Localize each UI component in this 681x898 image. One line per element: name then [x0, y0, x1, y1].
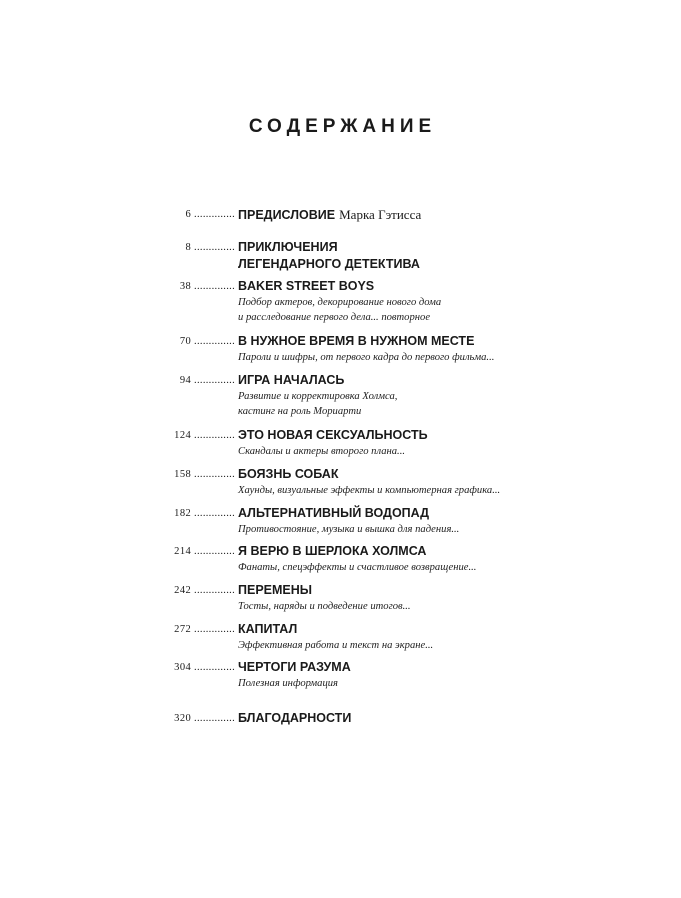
page-number-value: 158 [174, 469, 192, 480]
page-number [174, 713, 235, 724]
chapter-title-line: ИГРА НАЧАЛАСЬ [238, 373, 345, 387]
chapter-title-line: Я ВЕРЮ В ШЕРЛОКА ХОЛМСА [238, 544, 427, 558]
dot-leader: .............. [191, 242, 235, 253]
chapter-title-line: BAKER STREET BOYS [238, 279, 375, 293]
chapter-title [238, 582, 312, 599]
page-number-value: 6 [185, 209, 192, 220]
chapter-title-line: АЛЬТЕРНАТИВНЫЙ ВОДОПАД [238, 506, 430, 520]
dot-leader: .............. [191, 713, 235, 724]
dot-leader: .............. [191, 281, 235, 292]
chapter-description [238, 676, 338, 691]
chapter-title-line: ПРИКЛЮЧЕНИЯ [238, 240, 338, 254]
page-number [180, 281, 235, 292]
page-title: СОДЕРЖАНИЕ [248, 115, 437, 137]
chapter-description [238, 444, 405, 459]
page-number-value: 272 [174, 624, 192, 635]
page-number-value: 242 [174, 585, 192, 596]
dot-leader: .............. [191, 662, 235, 673]
chapter-description [238, 389, 397, 419]
chapter-description [238, 560, 476, 575]
chapter-title-line: КАПИТАЛ [238, 622, 298, 636]
chapter-description-line: и расследование первого дела... повторное [238, 312, 431, 323]
page-number [174, 430, 235, 441]
dot-leader: .............. [191, 430, 235, 441]
chapter-title [238, 206, 421, 224]
chapter-title-line: ЧЕРТОГИ РАЗУМА [238, 660, 351, 674]
page-number-value: 320 [174, 713, 192, 724]
chapter-title [238, 466, 338, 483]
chapter-title [238, 659, 351, 676]
chapter-title-line: ПРЕДИСЛОВИЕ [238, 208, 336, 222]
page-number [174, 508, 235, 519]
page-number [180, 375, 235, 386]
chapter-title [238, 710, 351, 727]
page-number [174, 585, 235, 596]
chapter-title [238, 621, 297, 638]
chapter-title [238, 239, 420, 273]
chapter-description-line: Эффективная работа и текст на экране... [238, 640, 434, 651]
chapter-description-line: Хаунды, визуальные эффекты и компьютерная графика... [238, 485, 501, 496]
chapter-description [238, 350, 494, 365]
page-number [174, 546, 235, 557]
chapter-title-line: ЭТО НОВАЯ СЕКСУАЛЬНОСТЬ [238, 428, 428, 442]
dot-leader: .............. [191, 585, 235, 596]
dot-leader: .............. [191, 375, 235, 386]
page-number-value: 8 [185, 242, 192, 253]
chapter-title [238, 427, 428, 444]
chapter-title-line: ПЕРЕМЕНЫ [238, 583, 313, 597]
chapter-description-line: Скандалы и актеры второго плана... [238, 446, 405, 457]
chapter-description-line: Подбор актеров, декорирование нового дома [238, 297, 442, 308]
page-number [185, 242, 235, 253]
chapter-description [238, 638, 433, 653]
page-number-value: 38 [179, 281, 192, 292]
chapter-title [238, 505, 429, 522]
chapter-description-line: Тосты, наряды и подведение итогов... [238, 601, 411, 612]
chapter-description-line: Противостояние, музыка и вышка для падения... [238, 524, 460, 535]
chapter-title-line: БОЯЗНЬ СОБАК [238, 467, 339, 481]
chapter-title [238, 333, 474, 350]
dot-leader: .............. [191, 209, 235, 220]
page-number [174, 662, 235, 673]
chapter-title [238, 543, 426, 560]
chapter-description-line: Пароли и шифры, от первого кадра до первого фильма... [238, 352, 495, 363]
page-number [174, 624, 235, 635]
chapter-title-line: БЛАГОДАРНОСТИ [238, 711, 352, 725]
dot-leader: .............. [191, 624, 235, 635]
chapter-description-line: Полезная информация [238, 678, 338, 689]
chapter-description-line: кастинг на роль Мориарти [238, 406, 362, 417]
chapter-title-line: В НУЖНОЕ ВРЕМЯ В НУЖНОМ МЕСТЕ [238, 334, 475, 348]
page-number-value: 94 [179, 375, 192, 386]
chapter-description [238, 295, 441, 325]
chapter-description [238, 599, 411, 614]
dot-leader: .............. [191, 546, 235, 557]
dot-leader: .............. [191, 508, 235, 519]
dot-leader: .............. [191, 336, 235, 347]
chapter-description-line: Фанаты, спецэффекты и счастливое возвращение... [238, 562, 477, 573]
page-number-value: 70 [179, 336, 192, 347]
dot-leader: .............. [191, 469, 235, 480]
chapter-title-line: ЛЕГЕНДАРНОГО ДЕТЕКТИВА [238, 257, 420, 271]
chapter-title [238, 278, 374, 295]
page-number [180, 336, 235, 347]
chapter-author: Марка Гэтисса [339, 207, 422, 222]
chapter-description [238, 483, 500, 498]
chapter-description-line: Развитие и корректировка Холмса, [238, 391, 398, 402]
page-number-value: 124 [174, 430, 192, 441]
page-number [174, 469, 235, 480]
page-number-value: 214 [174, 546, 192, 557]
page-number [185, 209, 235, 220]
page-number-value: 182 [174, 508, 192, 519]
chapter-description [238, 522, 459, 537]
page-number-value: 304 [174, 662, 192, 673]
chapter-title [238, 372, 344, 389]
